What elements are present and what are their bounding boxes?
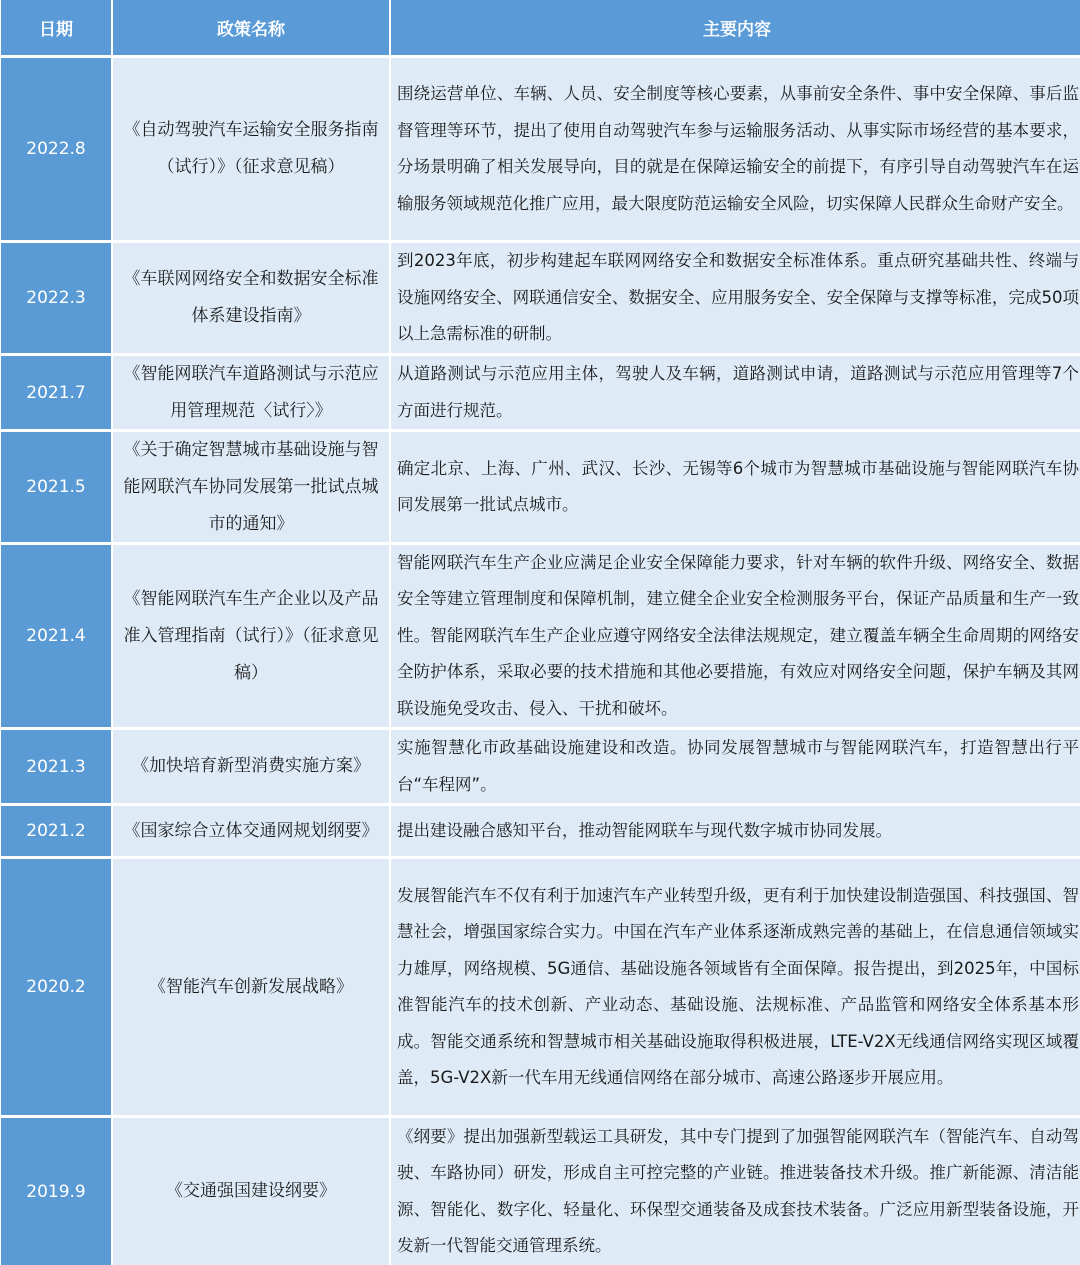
row-date: 2021.2 [1, 806, 111, 856]
row-date: 2020.2 [1, 859, 111, 1115]
row-policy-name: 《自动驾驶汽车运输安全服务指南（试行）》（征求意见稿） [113, 58, 389, 240]
row-policy-name: 《智能汽车创新发展战略》 [113, 859, 389, 1115]
row-policy-name: 《交通强国建设纲要》 [113, 1118, 389, 1265]
row-date: 2021.4 [1, 545, 111, 727]
row-content: 到2023年底，初步构建起车联网网络安全和数据安全标准体系。重点研究基础共性、终端与设施网络安全、网联通信安全、数据安全、应用服务安全、安全保障与支撑等标准，完成50项以上急需标准的研制。 [391, 243, 1080, 353]
row-date: 2021.7 [1, 356, 111, 429]
row-content: 《纲要》提出加强新型载运工具研发，其中专门提到了加强智能网联汽车（智能汽车、自动驾驶、车路协同）研发，形成自主可控完整的产业链。推进装备技术升级。推广新能源、清洁能源、智能化、数字化、轻量化、环保型交通装备及成套技术装备。广泛应用新型装备设施，开发新一代智能交通管理系统。 [391, 1118, 1080, 1265]
row-content: 智能网联汽车生产企业应满足企业安全保障能力要求，针对车辆的软件升级、网络安全、数据安全等建立管理制度和保障机制，建立健全企业安全检测服务平台，保证产品质量和生产一致性。智能网联汽车生产企业应遵守网络安全法律法规规定，建立覆盖车辆全生命周期的网络安全防护体系，采取必要的技术措施和其他必要措施，有效应对网络安全问题，保护车辆及其网联设施免受攻击、侵入、干扰和破坏。 [391, 545, 1080, 727]
row-policy-name: 《国家综合立体交通网规划纲要》 [113, 806, 389, 856]
row-content: 确定北京、上海、广州、武汉、长沙、无锡等6个城市为智慧城市基础设施与智能网联汽车协同发展第一批试点城市。 [391, 432, 1080, 542]
row-date: 2022.3 [1, 243, 111, 353]
row-date: 2021.3 [1, 730, 111, 803]
row-policy-name: 《关于确定智慧城市基础设施与智能网联汽车协同发展第一批试点城市的通知》 [113, 432, 389, 542]
row-policy-name: 《车联网网络安全和数据安全标准体系建设指南》 [113, 243, 389, 353]
row-policy-name: 《智能网联汽车生产企业以及产品准入管理指南（试行）》（征求意见稿） [113, 545, 389, 727]
header-policy-name: 政策名称 [113, 0, 389, 55]
row-policy-name: 《加快培育新型消费实施方案》 [113, 730, 389, 803]
row-content: 提出建设融合感知平台，推动智能网联车与现代数字城市协同发展。 [391, 806, 1080, 856]
row-policy-name: 《智能网联汽车道路测试与示范应用管理规范〈试行〉》 [113, 356, 389, 429]
header-main-content: 主要内容 [391, 0, 1080, 55]
row-content: 围绕运营单位、车辆、人员、安全制度等核心要素，从事前安全条件、事中安全保障、事后监督管理等环节，提出了使用自动驾驶汽车参与运输服务活动、从事实际市场经营的基本要求，分场景明确了相关发展导向，目的就是在保障运输安全的前提下，有序引导自动驾驶汽车在运输服务领域规范化推广应用，最大限度防范运输安全风险，切实保障人民群众生命财产安全。 [391, 58, 1080, 240]
row-content: 从道路测试与示范应用主体，驾驶人及车辆，道路测试申请，道路测试与示范应用管理等7个方面进行规范。 [391, 356, 1080, 429]
row-content: 发展智能汽车不仅有利于加速汽车产业转型升级，更有利于加快建设制造强国、科技强国、智慧社会，增强国家综合实力。中国在汽车产业体系逐渐成熟完善的基础上，在信息通信领域实力雄厚，网络规模、5G通信、基础设施各领域皆有全面保障。报告提出，到2025年，中国标准智能汽车的技术创新、产业动态、基础设施、法规标准、产品监管和网络安全体系基本形成。智能交通系统和智慧城市相关基础设施取得积极进展，LTE-V2X无线通信网络实现区域覆盖，5G-V2X新一代车用无线通信网络在部分城市、高速公路逐步开展应用。 [391, 859, 1080, 1115]
header-date: 日期 [1, 0, 111, 55]
policy-table [1, 0, 1079, 1265]
row-content: 实施智慧化市政基础设施建设和改造。协同发展智慧城市与智能网联汽车，打造智慧出行平台“车程网”。 [391, 730, 1080, 803]
row-date: 2022.8 [1, 58, 111, 240]
row-date: 2019.9 [1, 1118, 111, 1265]
row-date: 2021.5 [1, 432, 111, 542]
